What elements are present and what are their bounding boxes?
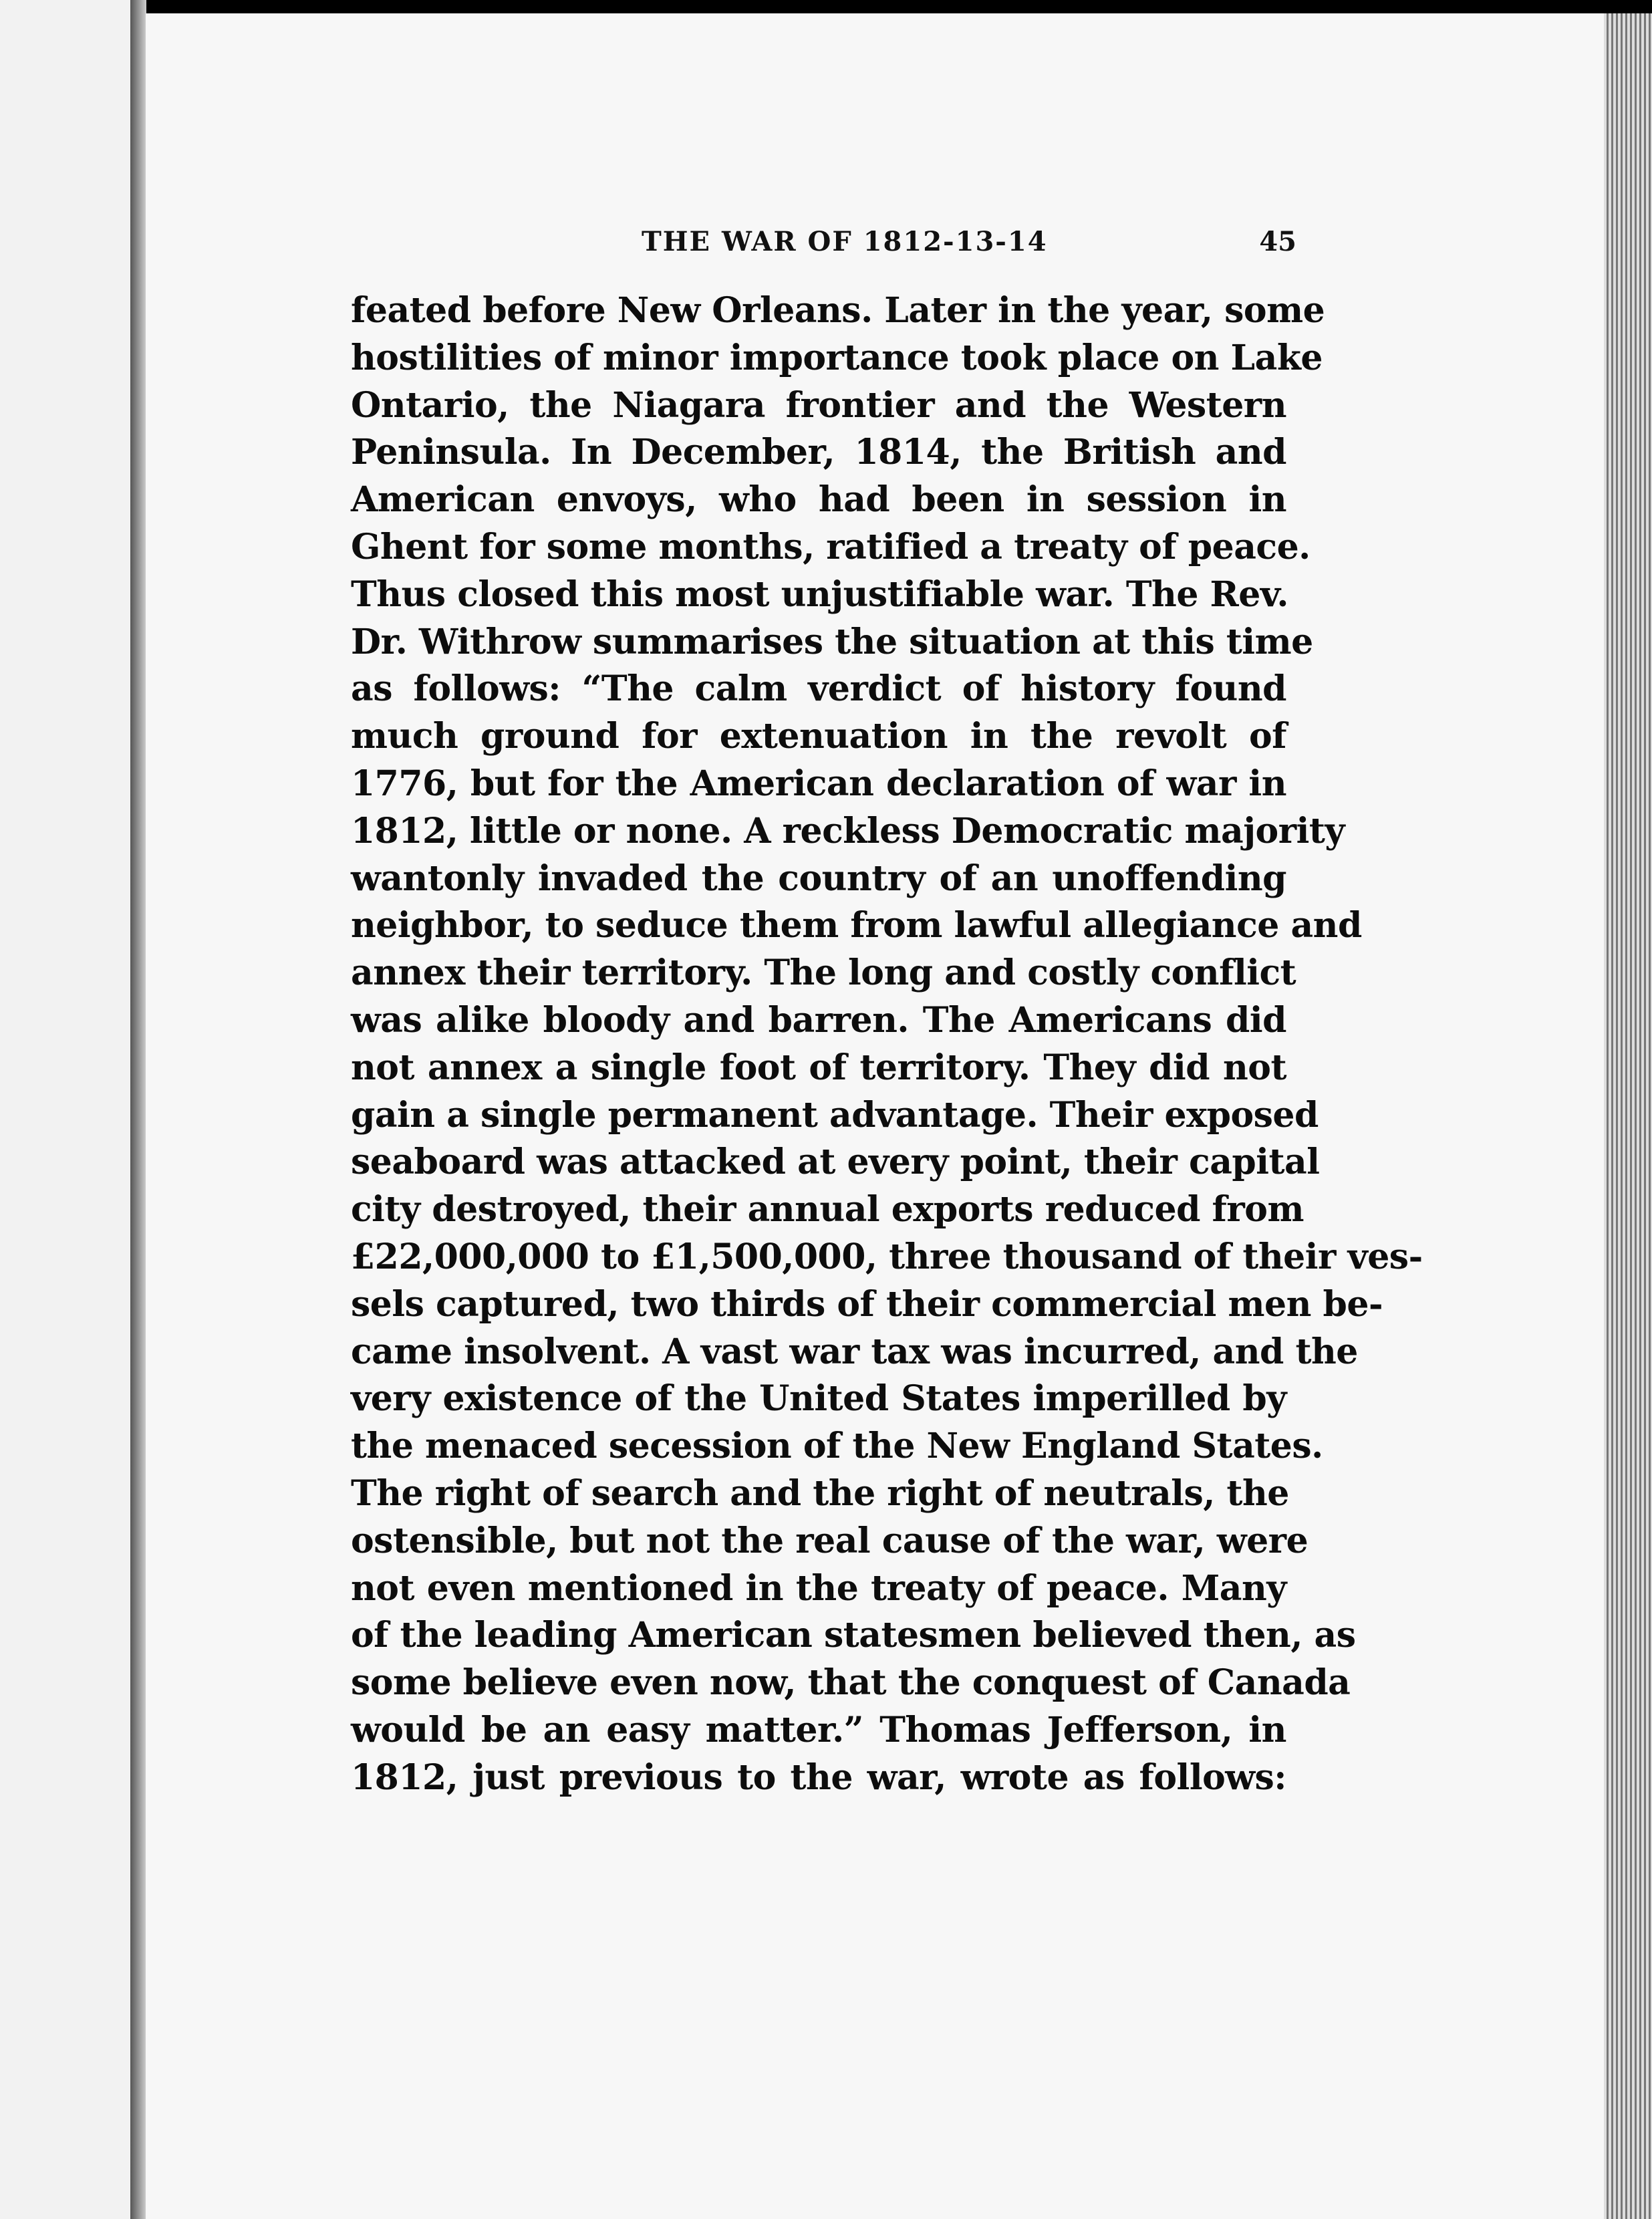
text-line: 1812, just previous to the war, wrote as follows: bbox=[351, 1756, 1286, 1798]
text-line: Dr. Withrow summarises the situation at this time bbox=[351, 621, 1313, 662]
text-line: Ontario, the Niagara frontier and the Western bbox=[351, 384, 1286, 426]
text-line: The right of search and the right of neutrals, the bbox=[351, 1472, 1289, 1514]
text-line: seaboard was attacked at every point, their capital bbox=[351, 1142, 1320, 1183]
text-line: Peninsula. In December, 1814, the British and bbox=[351, 432, 1286, 473]
page-header bbox=[642, 226, 1296, 266]
text-line: sels captured, two thirds of their commercial men be- bbox=[351, 1283, 1383, 1325]
text-line: not annex a single foot of territory. They did not bbox=[351, 1047, 1286, 1088]
text-line: gain a single permanent advantage. Their exposed bbox=[351, 1094, 1319, 1136]
book-gutter bbox=[130, 0, 146, 2219]
text-line: was alike bloody and barren. The Americans did bbox=[351, 999, 1286, 1041]
text-line: neighbor, to seduce them from lawful allegiance and bbox=[351, 905, 1362, 946]
page-number: 45 bbox=[1259, 226, 1296, 257]
text-line: very existence of the United States imperilled by bbox=[351, 1378, 1286, 1420]
text-line: as follows: “The calm verdict of history found bbox=[351, 668, 1286, 710]
text-line: feated before New Orleans. Later in the year, some bbox=[351, 290, 1325, 331]
text-line: some believe even now, that the conquest of Canada bbox=[351, 1662, 1351, 1704]
text-line: £22,000,000 to £1,500,000, three thousand of their ves- bbox=[351, 1236, 1423, 1277]
text-line: 1776, but for the American declaration of war in bbox=[351, 763, 1286, 804]
facing-page bbox=[0, 0, 138, 2219]
text-line: not even mentioned in the treaty of peace. Many bbox=[351, 1567, 1286, 1609]
body-text bbox=[351, 287, 1423, 1802]
text-line: would be an easy matter.” Thomas Jefferson, in bbox=[351, 1709, 1286, 1750]
text-line: hostilities of minor importance took place on Lake bbox=[351, 337, 1323, 378]
text-line: came insolvent. A vast war tax was incurred, and the bbox=[351, 1331, 1358, 1372]
page-edges bbox=[1604, 13, 1652, 2219]
text-line: American envoys, who had been in session in bbox=[351, 479, 1286, 521]
running-head: THE WAR OF 1812-13-14 bbox=[642, 226, 1048, 257]
text-line: ostensible, but not the real cause of the war, were bbox=[351, 1520, 1309, 1561]
text-line: of the leading American statesmen believed then, as bbox=[351, 1615, 1356, 1656]
text-line: Thus closed this most unjustifiable war. The Rev. bbox=[351, 573, 1288, 615]
text-line: 1812, little or none. A reckless Democratic majority bbox=[351, 810, 1345, 852]
text-line: Ghent for some months, ratified a treaty of peace. bbox=[351, 526, 1311, 567]
text-line: city destroyed, their annual exports reduced from bbox=[351, 1189, 1304, 1230]
text-line: much ground for extenuation in the revolt of bbox=[351, 716, 1286, 757]
text-line: the menaced secession of the New England States. bbox=[351, 1426, 1323, 1467]
text-line: annex their territory. The long and costly conflict bbox=[351, 952, 1296, 994]
text-line: wantonly invaded the country of an unoffending bbox=[351, 858, 1286, 899]
